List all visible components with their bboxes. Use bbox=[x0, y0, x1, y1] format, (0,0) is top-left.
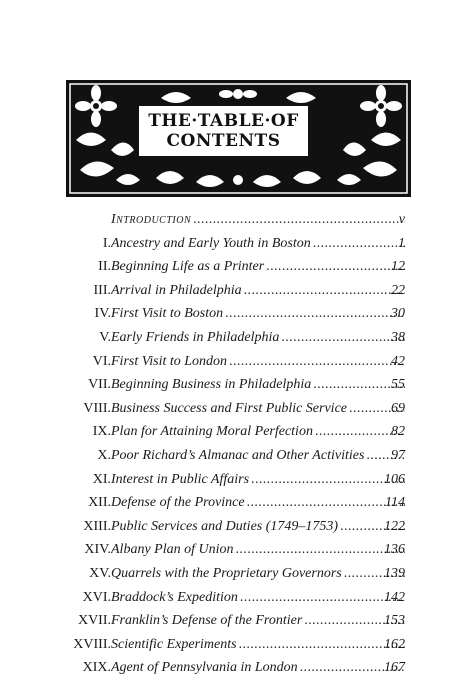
page-number: v bbox=[398, 212, 405, 227]
page-number: 69 bbox=[391, 400, 405, 416]
entry-title-leader bbox=[111, 634, 405, 656]
chapter-number: III. bbox=[93, 282, 111, 298]
dot-leader bbox=[225, 303, 405, 325]
chapter-number: V. bbox=[99, 330, 111, 345]
toc-entry[interactable] bbox=[0, 516, 467, 538]
dot-leader bbox=[240, 587, 405, 609]
entry-title-leader bbox=[111, 587, 405, 609]
chapter-title: Interest in Public Affairs bbox=[111, 471, 250, 487]
toc-entry[interactable] bbox=[0, 327, 467, 349]
chapter-title: Early Friends in Philadelphia bbox=[111, 330, 280, 345]
page-number: 22 bbox=[391, 282, 405, 298]
toc-entry[interactable] bbox=[0, 256, 467, 278]
entry-title-leader bbox=[111, 327, 405, 349]
dot-leader bbox=[239, 634, 405, 656]
entry-title-leader bbox=[111, 351, 405, 373]
chapter-title: First Visit to London bbox=[111, 353, 228, 369]
chapter-number: XVI. bbox=[82, 589, 111, 605]
chapter-title: Poor Richard’s Almanac and Other Activities bbox=[111, 448, 365, 463]
toc-entry[interactable] bbox=[0, 587, 467, 609]
chapter-title: Beginning Business in Philadelphia bbox=[111, 377, 312, 393]
toc-entry[interactable] bbox=[0, 539, 467, 561]
chapter-number: IX. bbox=[92, 424, 111, 440]
chapter-title: Braddock’s Expedition bbox=[111, 589, 238, 605]
entry-title-leader bbox=[111, 516, 405, 538]
toc-entry[interactable] bbox=[0, 398, 467, 420]
page-number: 55 bbox=[391, 377, 405, 393]
toc-entry[interactable] bbox=[0, 634, 467, 656]
page-number: 136 bbox=[384, 542, 405, 558]
chapter-number: XII. bbox=[88, 495, 111, 511]
toc-entry[interactable] bbox=[0, 610, 467, 632]
page-number: 1 bbox=[398, 235, 405, 251]
dot-leader bbox=[244, 280, 405, 302]
toc-entry[interactable] bbox=[0, 233, 467, 255]
page-number: 114 bbox=[385, 495, 405, 511]
chapter-number: VI. bbox=[92, 353, 111, 369]
chapter-title: Arrival in Philadelphia bbox=[111, 282, 242, 298]
chapter-number: XI. bbox=[92, 471, 111, 487]
chapter-number: XIV. bbox=[84, 542, 111, 558]
entry-title-leader bbox=[111, 539, 405, 561]
toc-entry[interactable] bbox=[0, 469, 467, 491]
page-number: 162 bbox=[384, 636, 405, 652]
chapter-number: I. bbox=[102, 235, 111, 251]
dot-leader bbox=[236, 539, 406, 561]
chapter-title: Beginning Life as a Printer bbox=[111, 259, 265, 275]
table-of-contents-heading bbox=[137, 104, 310, 158]
toc-entry[interactable] bbox=[0, 657, 467, 679]
heading-line-2: CONTENTS bbox=[166, 131, 281, 151]
dot-leader bbox=[266, 256, 405, 278]
chapter-number: XVIII. bbox=[73, 636, 111, 652]
page-number: 12 bbox=[391, 259, 405, 275]
toc-entry[interactable] bbox=[0, 421, 467, 443]
chapter-title: Defense of the Province bbox=[111, 495, 245, 511]
chapter-title: Franklin’s Defense of the Frontier bbox=[111, 613, 303, 629]
chapter-number: II. bbox=[98, 259, 111, 275]
chapter-number: XIX. bbox=[82, 660, 111, 676]
entry-title-leader bbox=[111, 610, 405, 632]
heading-line-1: THE·TABLE·OF bbox=[148, 111, 299, 131]
entry-title-leader bbox=[111, 233, 405, 255]
chapter-number: IV. bbox=[94, 306, 111, 322]
toc-entry[interactable] bbox=[0, 351, 467, 373]
toc-entry[interactable] bbox=[0, 445, 467, 467]
page-number: 82 bbox=[391, 424, 405, 440]
chapter-number: X. bbox=[97, 448, 111, 463]
page-number: 122 bbox=[384, 518, 405, 534]
entry-title-leader bbox=[111, 303, 405, 325]
chapter-title: Public Services and Duties (1749–1753) bbox=[111, 518, 339, 534]
chapter-title: Scientific Experiments bbox=[111, 636, 237, 652]
chapter-number: XIII. bbox=[83, 518, 111, 534]
chapter-title: First Visit to Boston bbox=[111, 306, 224, 322]
entry-title-leader bbox=[111, 445, 405, 467]
page-number: 153 bbox=[384, 613, 405, 629]
chapter-title: Quarrels with the Proprietary Governors bbox=[111, 566, 342, 581]
page-number: 142 bbox=[384, 589, 405, 605]
chapter-title: Introduction bbox=[111, 212, 192, 227]
toc-entry[interactable] bbox=[0, 374, 467, 396]
entry-title-leader bbox=[111, 256, 405, 278]
toc-entry[interactable] bbox=[0, 303, 467, 325]
entry-title-leader bbox=[111, 563, 405, 585]
entry-title-leader bbox=[111, 398, 405, 420]
chapter-number: XV. bbox=[89, 566, 111, 581]
entry-title-leader bbox=[111, 469, 405, 491]
dot-leader bbox=[193, 209, 405, 231]
chapter-number: VII. bbox=[88, 377, 111, 393]
dot-leader bbox=[313, 233, 405, 255]
chapter-number: XVII. bbox=[77, 613, 111, 629]
entry-title-leader bbox=[111, 421, 405, 443]
dot-leader bbox=[247, 492, 405, 514]
toc-entry[interactable] bbox=[0, 280, 467, 302]
dot-leader bbox=[281, 327, 405, 349]
page-number: 42 bbox=[391, 353, 405, 369]
dot-leader bbox=[251, 469, 405, 491]
chapter-title: Plan for Attaining Moral Perfection bbox=[111, 424, 313, 440]
page-number: 167 bbox=[384, 660, 405, 676]
entry-title-leader bbox=[111, 657, 405, 679]
chapter-number: VIII. bbox=[83, 400, 111, 416]
entry-title-leader bbox=[111, 374, 405, 396]
entry-title-leader bbox=[111, 492, 405, 514]
chapter-title: Ancestry and Early Youth in Boston bbox=[111, 235, 311, 251]
entry-title-leader bbox=[111, 280, 405, 302]
page-number: 38 bbox=[391, 330, 405, 345]
toc-entry[interactable] bbox=[0, 492, 467, 514]
toc-entry[interactable] bbox=[0, 563, 467, 585]
page-number: 97 bbox=[391, 448, 405, 463]
entry-title-leader bbox=[111, 209, 405, 231]
page-number: 30 bbox=[391, 306, 405, 322]
dot-leader bbox=[229, 351, 405, 373]
chapter-title: Albany Plan of Union bbox=[111, 542, 234, 558]
chapter-title: Agent of Pennsylvania in London bbox=[111, 660, 298, 676]
page-number: 106 bbox=[384, 471, 405, 487]
toc-entry[interactable] bbox=[0, 209, 467, 231]
page-number: 139 bbox=[384, 566, 405, 581]
chapter-title: Business Success and First Public Service bbox=[111, 400, 348, 416]
